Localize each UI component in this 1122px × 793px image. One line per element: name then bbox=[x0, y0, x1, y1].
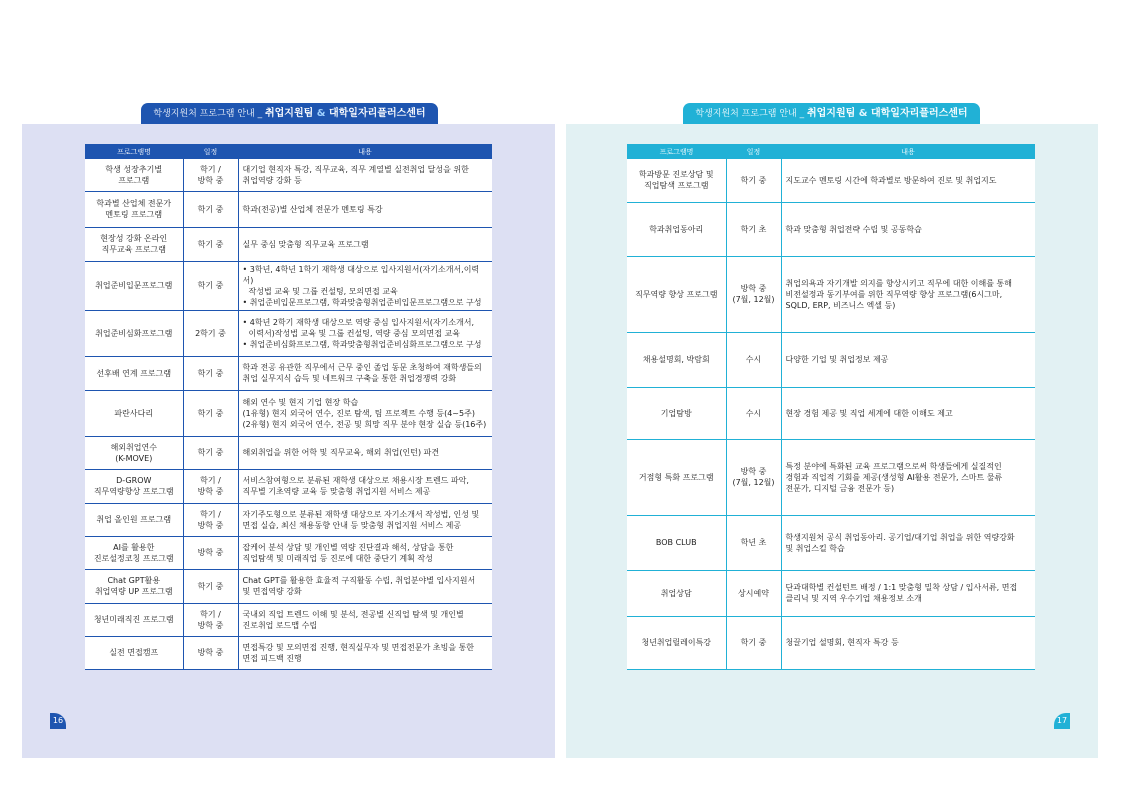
cell-line: 방학 중 bbox=[197, 648, 224, 657]
program-name-cell bbox=[85, 390, 183, 436]
banner-ampersand: & bbox=[858, 108, 868, 119]
cell-line: 학기 중 bbox=[740, 175, 767, 185]
schedule-cell bbox=[183, 469, 238, 503]
left-program-table bbox=[85, 144, 492, 670]
cell-line: 취업 실무지식 습득 및 네트워크 구축을 통한 취업경쟁력 강화 bbox=[242, 374, 457, 383]
content-cell bbox=[238, 310, 492, 356]
cell-line: 직업탐색 프로그램 bbox=[644, 181, 709, 191]
cell-line: 전문가, 디지털 금융 전문가 등) bbox=[785, 483, 895, 493]
table-row bbox=[627, 515, 1035, 570]
schedule-cell bbox=[183, 159, 238, 191]
cell-line: • 4학년 2학기 재학생 대상으로 역량 중심 입사지원서(자기소개서, bbox=[242, 317, 475, 327]
program-name-cell bbox=[627, 616, 726, 669]
cell-line: (1유형) 현지 외국어 연수, 진로 탐색, 팀 프로젝트 수행 등(4~5주) bbox=[242, 408, 475, 418]
cell-line: 실무 중심 맞춤형 직무교육 프로그램 bbox=[242, 239, 369, 249]
banner-center: 대학일자리플러스센터 bbox=[867, 108, 968, 119]
cell-line: 학기 / bbox=[200, 164, 221, 174]
banner-ampersand: & bbox=[316, 108, 326, 119]
cell-line: 취업역량 강화 등 bbox=[242, 175, 302, 185]
cell-line: 학기 중 bbox=[197, 368, 224, 378]
cell-line: 실전 면접캠프 bbox=[109, 648, 159, 657]
cell-line: 잡케어 분석 상담 및 개인별 역량 진단결과 해석, 상담을 통한 bbox=[242, 542, 454, 552]
cell-line: 면접 피드백 진행 bbox=[242, 653, 302, 663]
table-row bbox=[85, 310, 492, 356]
cell-line: 자기주도형으로 분류된 재학생 대상으로 자기소개서 작성법, 인성 및 bbox=[242, 509, 480, 519]
cell-line: 선후배 연계 프로그램 bbox=[96, 368, 172, 378]
cell-line: 진로설정코칭 프로그램 bbox=[93, 553, 174, 563]
cell-line: BOB CLUB bbox=[655, 538, 697, 547]
table-row bbox=[627, 570, 1035, 616]
cell-line: 직무역량향상 프로그램 bbox=[93, 487, 174, 496]
schedule-cell bbox=[183, 261, 238, 310]
cell-line: 방학 중 bbox=[197, 620, 224, 630]
schedule-cell bbox=[726, 439, 781, 515]
content-cell bbox=[238, 536, 492, 569]
cell-line: 취업준비심화프로그램 bbox=[95, 328, 173, 338]
content-cell bbox=[238, 569, 492, 603]
cell-line: 면접특강 및 모의면접 진행, 현직실무자 및 면접전문가 초빙을 통한 bbox=[242, 642, 475, 652]
schedule-cell bbox=[726, 387, 781, 439]
table-row bbox=[85, 261, 492, 310]
table-row bbox=[85, 356, 492, 390]
cell-line: 직무별 기초역량 교육 등 맞춤형 취업지원 서비스 제공 bbox=[242, 487, 431, 496]
cell-line: 해외 연수 및 현지 기업 현장 학습 bbox=[242, 397, 359, 407]
cell-line: 수시 bbox=[745, 355, 762, 364]
content-cell bbox=[781, 332, 1035, 387]
content-cell bbox=[781, 616, 1035, 669]
cell-line: 청년취업릴레이특강 bbox=[641, 638, 712, 647]
content-cell bbox=[781, 159, 1035, 202]
table-row bbox=[85, 159, 492, 191]
table-row bbox=[85, 227, 492, 261]
content-cell bbox=[238, 390, 492, 436]
content-cell bbox=[238, 436, 492, 469]
program-name-cell bbox=[85, 310, 183, 356]
cell-line: 진로취업 로드맵 수립 bbox=[242, 620, 318, 630]
cell-line: 학기 중 bbox=[197, 408, 224, 418]
cell-line: Chat GPT를 활용한 효율적 구직활동 수립, 취업분야별 입사지원서 bbox=[242, 576, 476, 585]
table-header-row bbox=[627, 144, 1035, 159]
cell-line: 청끌기업 설명회, 현직자 특강 등 bbox=[785, 638, 899, 647]
cell-line: 기업탐방 bbox=[660, 408, 692, 418]
table-row bbox=[85, 603, 492, 636]
cell-line: 학생지원처 공식 취업동아리. 공기업/대기업 취업을 위한 역량강화 bbox=[785, 532, 1015, 542]
table-row bbox=[627, 202, 1035, 256]
cell-line: 특정 분야에 특화된 교육 프로그램으로써 학생들에게 실질적인 bbox=[785, 461, 1002, 471]
cell-line: 해외취업을 위한 어학 및 직무교육, 해외 취업(인턴) 파견 bbox=[242, 448, 440, 457]
schedule-cell bbox=[183, 390, 238, 436]
cell-line: 직업탐색 및 미래직업 등 진로에 대한 중단기 계획 작성 bbox=[242, 553, 433, 563]
cell-line: 대기업 현직자 특강, 직무교육, 직무 계열별 실전취업 달성을 위한 bbox=[242, 164, 469, 174]
cell-line: 학기 / bbox=[200, 476, 221, 485]
header-schedule: 일정 bbox=[726, 144, 781, 159]
cell-line: (7월, 12월) bbox=[732, 295, 775, 304]
left-section-banner bbox=[141, 103, 438, 124]
cell-line: 학기 중 bbox=[197, 239, 224, 249]
cell-line: 해외취업연수 bbox=[110, 442, 157, 452]
schedule-cell bbox=[183, 636, 238, 669]
cell-line: 클리닉 및 지역 우수기업 채용정보 소개 bbox=[785, 594, 922, 603]
program-name-cell bbox=[85, 469, 183, 503]
cell-line: 방학 중 bbox=[197, 520, 224, 530]
header-schedule: 일정 bbox=[183, 144, 238, 159]
content-cell bbox=[781, 387, 1035, 439]
cell-line: 학기 / bbox=[200, 609, 221, 619]
program-name-cell bbox=[85, 603, 183, 636]
banner-center: 대학일자리플러스센터 bbox=[325, 108, 426, 119]
schedule-cell bbox=[183, 536, 238, 569]
content-cell bbox=[238, 159, 492, 191]
cell-line: 방학 중 bbox=[197, 548, 224, 557]
cell-line: 방학 중 bbox=[197, 487, 224, 496]
content-cell bbox=[238, 636, 492, 669]
cell-line: 비전설정과 동기부여를 위한 직무역량 향상 프로그램(6시그마, bbox=[785, 289, 1003, 299]
cell-line: 학년 초 bbox=[740, 538, 767, 547]
cell-line: 현장 경험 제공 및 직업 세계에 대한 이해도 제고 bbox=[785, 408, 953, 418]
cell-line: 학기 중 bbox=[197, 448, 224, 457]
schedule-cell bbox=[726, 202, 781, 256]
content-cell bbox=[238, 469, 492, 503]
table-row bbox=[85, 390, 492, 436]
cell-line: 2학기 중 bbox=[195, 328, 226, 338]
table-row bbox=[85, 636, 492, 669]
cell-line: 학생 성장추기별 bbox=[105, 164, 163, 174]
program-name-cell bbox=[85, 356, 183, 390]
schedule-cell bbox=[183, 436, 238, 469]
cell-line: 학과방문 진로상담 및 bbox=[638, 170, 714, 180]
table-row bbox=[627, 439, 1035, 515]
cell-line: 학기 초 bbox=[740, 224, 767, 234]
schedule-cell bbox=[726, 159, 781, 202]
cell-line: 취업 올인원 프로그램 bbox=[96, 515, 172, 524]
cell-line: 및 면접역량 강화 bbox=[242, 587, 302, 596]
cell-line: 멘토링 프로그램 bbox=[105, 210, 163, 219]
cell-line: 학과(전공)별 산업체 전문가 멘토링 특강 bbox=[242, 204, 383, 214]
content-cell bbox=[781, 202, 1035, 256]
schedule-cell bbox=[183, 603, 238, 636]
content-cell bbox=[781, 439, 1035, 515]
table-row bbox=[85, 436, 492, 469]
program-name-cell bbox=[85, 436, 183, 469]
page-number: 16 bbox=[50, 713, 66, 729]
cell-line: 서비스참여형으로 분류된 재학생 대상으로 채용시장 트렌드 파악, bbox=[242, 476, 469, 485]
cell-line: 직무교육 프로그램 bbox=[101, 245, 166, 254]
cell-line: 학기 중 bbox=[740, 638, 767, 647]
content-cell bbox=[238, 191, 492, 227]
header-content: 내용 bbox=[781, 144, 1035, 159]
cell-line: 학과 맞춤형 취업전략 수립 및 공동학습 bbox=[785, 224, 922, 234]
cell-line: AI를 활용한 bbox=[113, 542, 155, 552]
program-name-cell bbox=[627, 387, 726, 439]
cell-line: 면접 실습, 최신 채용동향 안내 등 맞춤형 취업지원 서비스 제공 bbox=[242, 520, 462, 530]
cell-line: (K-MOVE) bbox=[115, 453, 153, 463]
cell-line: 상시예약 bbox=[738, 588, 769, 598]
cell-line: 다양한 기업 및 취업정보 제공 bbox=[785, 355, 889, 364]
content-cell bbox=[781, 515, 1035, 570]
cell-line: 이력서)작성법 교육 및 그룹 컨설팅, 역량 중심 모의면접 교육 bbox=[248, 328, 460, 338]
table-row bbox=[85, 536, 492, 569]
cell-line: 학과별 산업체 전문가 bbox=[96, 199, 172, 208]
program-name-cell bbox=[85, 503, 183, 536]
cell-line: 경험과 직업적 기회를 제공(생성형 AI활용 전문가, 스마트 물류 bbox=[785, 472, 1003, 482]
program-name-cell bbox=[85, 636, 183, 669]
cell-line: 학과 전공 유관한 직무에서 근무 중인 졸업 동문 초청하여 재학생들의 bbox=[242, 363, 482, 372]
schedule-cell bbox=[183, 356, 238, 390]
schedule-cell bbox=[183, 191, 238, 227]
banner-team: 취업지원팀 bbox=[806, 108, 859, 119]
cell-line: 현장성 강화 온라인 bbox=[100, 234, 168, 243]
schedule-cell bbox=[183, 310, 238, 356]
cell-line: 학기 / bbox=[200, 509, 221, 519]
cell-line: D-GROW bbox=[116, 476, 152, 485]
table-row bbox=[85, 191, 492, 227]
program-name-cell bbox=[627, 159, 726, 202]
content-cell bbox=[781, 570, 1035, 616]
header-content: 내용 bbox=[238, 144, 492, 159]
cell-line: 방학 중 bbox=[740, 284, 767, 293]
cell-line: 작성법 교육 및 그룹 컨설팅, 모의면접 교육 bbox=[248, 286, 398, 296]
program-name-cell bbox=[627, 439, 726, 515]
schedule-cell bbox=[726, 332, 781, 387]
table-row bbox=[627, 256, 1035, 332]
schedule-cell bbox=[183, 503, 238, 536]
program-name-cell bbox=[85, 261, 183, 310]
cell-line: 취업상담 bbox=[660, 588, 692, 598]
cell-line: 취업의욕과 자기개발 의지를 향상시키고 직무에 대한 이해를 통해 bbox=[785, 278, 1012, 288]
program-name-cell bbox=[627, 332, 726, 387]
table-row bbox=[627, 616, 1035, 669]
cell-line: 단과대학별 컨설턴트 배정 / 1:1 맞춤형 밀착 상담 / 입사서류, 면접 bbox=[785, 583, 1018, 592]
cell-line: 취업준비입문프로그램 bbox=[95, 281, 173, 290]
program-name-cell bbox=[627, 515, 726, 570]
content-cell bbox=[781, 256, 1035, 332]
cell-line: 채용설명회, 박람회 bbox=[642, 355, 710, 364]
header-program-name: 프로그램명 bbox=[627, 144, 726, 159]
cell-line: 청년미래직진 프로그램 bbox=[93, 615, 174, 624]
cell-line: 수시 bbox=[745, 408, 762, 418]
table-row bbox=[627, 387, 1035, 439]
schedule-cell bbox=[726, 616, 781, 669]
cell-line: 학기 중 bbox=[197, 581, 224, 591]
cell-line: (2유형) 현지 외국어 연수, 전공 및 희망 직무 분야 현장 실습 등(16주) bbox=[242, 419, 487, 429]
cell-line: 방학 중 bbox=[197, 175, 224, 185]
cell-line: (7월, 12월) bbox=[732, 478, 775, 487]
cell-line: 거점형 특화 프로그램 bbox=[638, 472, 714, 482]
cell-line: 지도교수 멘토링 시간에 학과별로 방문하여 진로 및 취업지도 bbox=[785, 175, 997, 185]
banner-team: 취업지원팀 bbox=[264, 108, 317, 119]
page-number: 17 bbox=[1054, 713, 1070, 729]
cell-line: 직무역량 향상 프로그램 bbox=[635, 289, 718, 299]
cell-line: 파란사다리 bbox=[114, 408, 154, 418]
cell-line: 방학 중 bbox=[740, 467, 767, 476]
table-row bbox=[627, 159, 1035, 202]
schedule-cell bbox=[726, 515, 781, 570]
schedule-cell bbox=[183, 569, 238, 603]
program-name-cell bbox=[627, 256, 726, 332]
schedule-cell bbox=[183, 227, 238, 261]
cell-line: 국내외 직업 트렌드 이해 및 분석, 전공별 신직업 탐색 및 개인별 bbox=[242, 609, 464, 619]
cell-line: 프로그램 bbox=[118, 175, 150, 185]
banner-prefix: 학생지원처 프로그램 안내 _ bbox=[153, 109, 265, 119]
content-cell bbox=[238, 603, 492, 636]
right-section-banner bbox=[683, 103, 980, 124]
table-row bbox=[627, 332, 1035, 387]
schedule-cell bbox=[726, 256, 781, 332]
program-name-cell bbox=[85, 536, 183, 569]
header-program-name: 프로그램명 bbox=[85, 144, 183, 159]
program-name-cell bbox=[627, 202, 726, 256]
content-cell bbox=[238, 356, 492, 390]
schedule-cell bbox=[726, 570, 781, 616]
table-row bbox=[85, 469, 492, 503]
cell-line: • 취업준비심화프로그램, 학과맞춤형취업준비심화프로그램으로 구성 bbox=[242, 339, 482, 349]
program-name-cell bbox=[85, 227, 183, 261]
cell-line: SQLD, ERP, 비즈니스 엑셀 등) bbox=[785, 300, 896, 310]
cell-line: • 취업준비입문프로그램, 학과맞춤형취업준비입문프로그램으로 구성 bbox=[242, 297, 482, 307]
content-cell bbox=[238, 261, 492, 310]
table-row bbox=[85, 503, 492, 536]
table-header-row bbox=[85, 144, 492, 159]
cell-line: 학과취업동아리 bbox=[649, 224, 704, 234]
program-name-cell bbox=[85, 191, 183, 227]
cell-line: Chat GPT활용 bbox=[107, 576, 161, 585]
table-row bbox=[85, 569, 492, 603]
program-name-cell bbox=[85, 159, 183, 191]
banner-prefix: 학생지원처 프로그램 안내 _ bbox=[695, 109, 807, 119]
content-cell bbox=[238, 227, 492, 261]
cell-line: 취업역량 UP 프로그램 bbox=[94, 587, 173, 596]
cell-line: 학기 중 bbox=[197, 281, 224, 290]
cell-line: 학기 중 bbox=[197, 204, 224, 214]
right-program-table bbox=[627, 144, 1035, 670]
content-cell bbox=[238, 503, 492, 536]
program-name-cell bbox=[627, 570, 726, 616]
program-name-cell bbox=[85, 569, 183, 603]
cell-line: 및 취업스킬 학습 bbox=[785, 543, 845, 553]
cell-line: • 3학년, 4학년 1학기 재학생 대상으로 입사지원서(자기소개서,이력서) bbox=[242, 264, 480, 285]
